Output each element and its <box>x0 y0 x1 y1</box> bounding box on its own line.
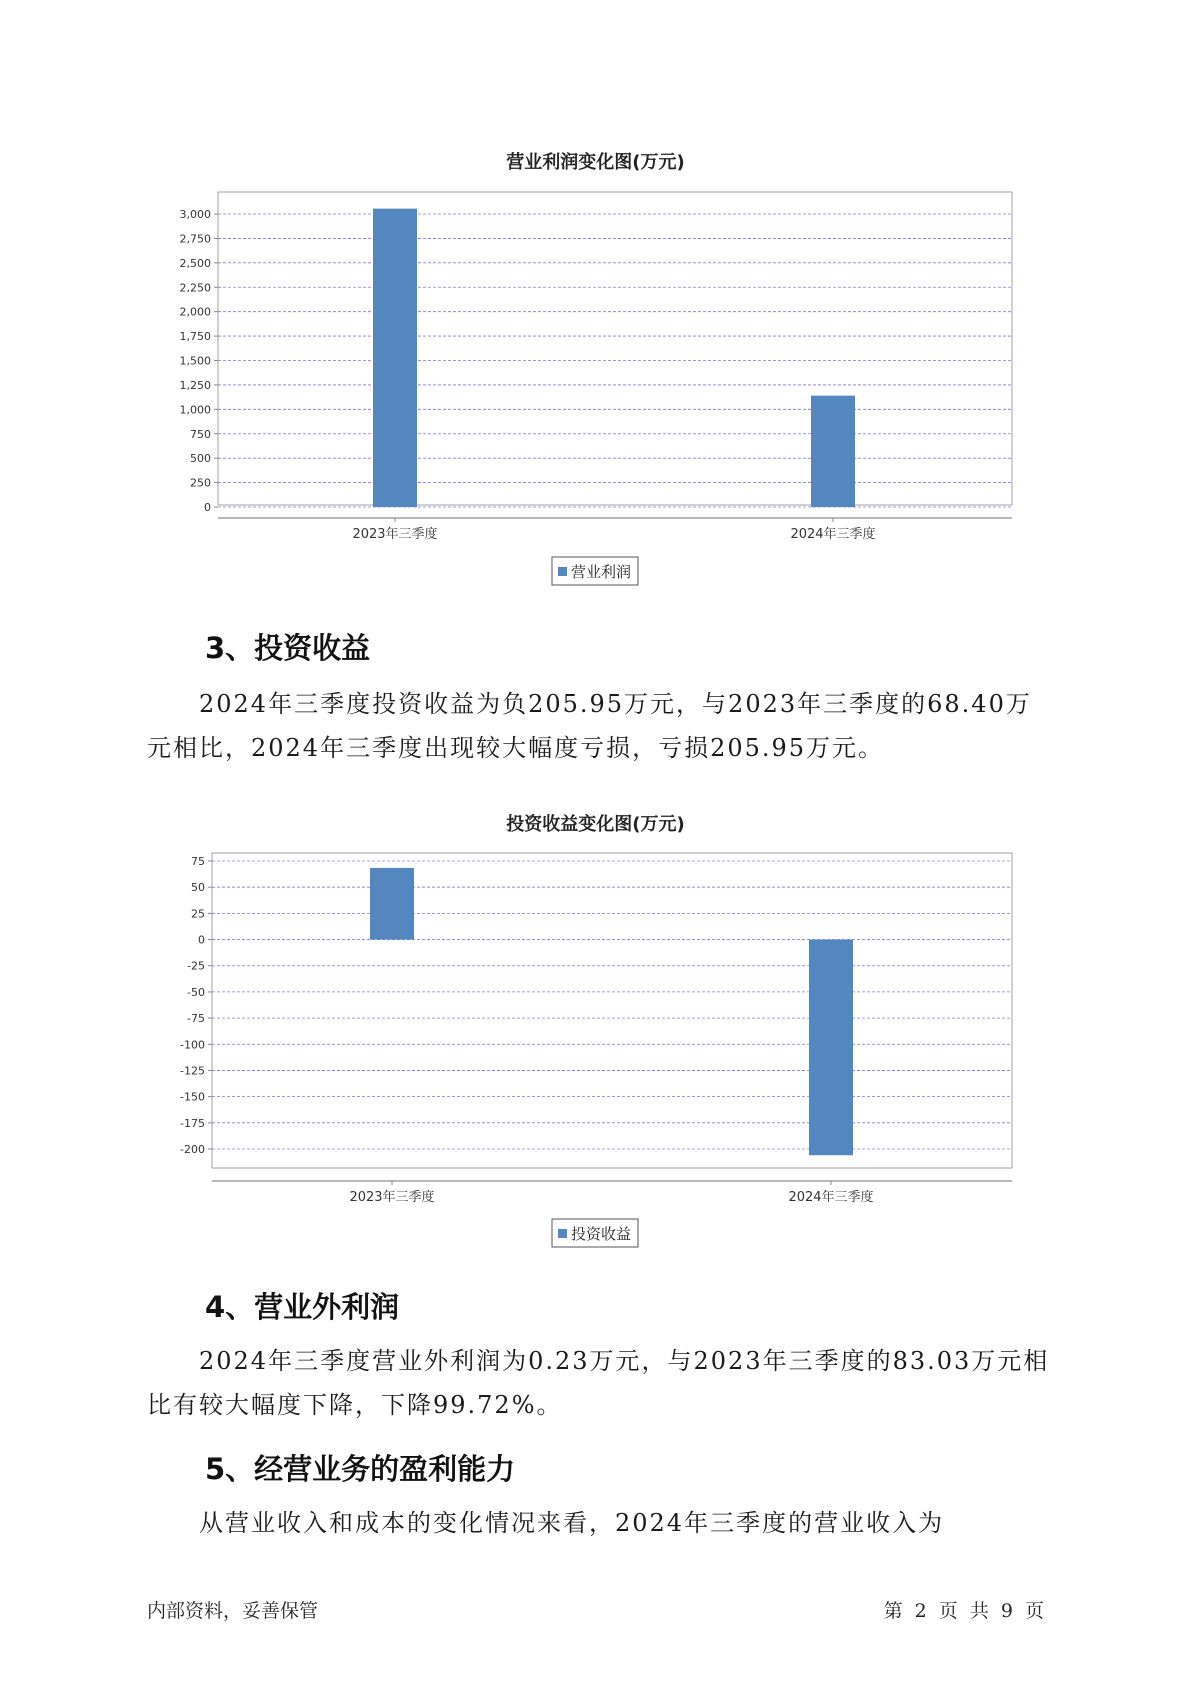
y-tick-label: 25 <box>191 907 205 921</box>
y-tick-label: 1,750 <box>179 330 211 344</box>
x-tick-label: 2024年三季度 <box>788 1190 874 1205</box>
y-tick-label: 3,000 <box>179 208 211 221</box>
y-tick-label: -75 <box>187 1012 205 1026</box>
bar <box>809 940 853 1156</box>
y-tick-label: 75 <box>191 855 205 868</box>
y-tick-label: 0 <box>204 501 211 514</box>
x-tick-label: 2024年三季度 <box>790 527 876 542</box>
x-tick-label: 2023年三季度 <box>352 527 438 542</box>
legend-label: 营业利润 <box>571 563 632 581</box>
y-tick-label: 2,500 <box>179 256 211 270</box>
y-tick-label: -50 <box>187 985 205 999</box>
legend-swatch <box>558 1229 567 1238</box>
y-tick-label: 50 <box>191 881 205 895</box>
y-tick-label: -100 <box>180 1038 205 1052</box>
paragraph-non-operating-profit: 2024年三季度营业外利润为0.23万元，与2023年三季度的83.03万元相比有较大幅度下降，下降99.72%。 <box>147 1347 1050 1419</box>
y-tick-label: -200 <box>180 1143 205 1156</box>
y-tick-label: 500 <box>190 452 211 466</box>
heading-operating-profitability: 5、经营业务的盈利能力 <box>205 1452 516 1486</box>
chart-title-operating-profit: 营业利润变化图(万元) <box>506 152 685 173</box>
y-tick-label: -175 <box>180 1116 205 1130</box>
y-tick-label: 250 <box>190 476 211 490</box>
bar <box>370 868 414 940</box>
y-tick-label: 750 <box>190 427 211 441</box>
heading-non-operating-profit: 4、营业外利润 <box>205 1290 400 1324</box>
footer-confidential-note: 内部资料，妥善保管 <box>147 1600 319 1622</box>
y-tick-label: 1,000 <box>179 403 211 417</box>
heading-investment-income: 3、投资收益 <box>205 631 371 665</box>
y-tick-label: -150 <box>180 1090 205 1104</box>
y-tick-label: 0 <box>198 933 205 947</box>
y-tick-label: -125 <box>180 1064 205 1078</box>
footer-page-number: 第 2 页 共 9 页 <box>883 1600 1044 1622</box>
paragraph-investment-income: 2024年三季度投资收益为负205.95万元，与2023年三季度的68.40万元相比，2024年三季度出现较大幅度亏损，亏损205.95万元。 <box>147 690 1032 762</box>
chart-title-investment-income: 投资收益变化图(万元) <box>506 814 685 835</box>
y-tick-label: 1,500 <box>179 354 211 368</box>
y-tick-label: 2,000 <box>179 305 211 319</box>
y-tick-label: 2,250 <box>179 281 211 295</box>
y-tick-label: 2,750 <box>179 232 211 246</box>
paragraph-operating-profitability: 从营业收入和成本的变化情况来看，2024年三季度的营业收入为 <box>199 1509 945 1537</box>
x-tick-label: 2023年三季度 <box>349 1190 435 1205</box>
legend-label: 投资收益 <box>571 1225 632 1243</box>
y-tick-label: -25 <box>187 959 205 973</box>
y-tick-label: 1,250 <box>179 378 211 392</box>
chart-legend <box>552 1219 638 1247</box>
plot-area <box>212 853 1012 1168</box>
